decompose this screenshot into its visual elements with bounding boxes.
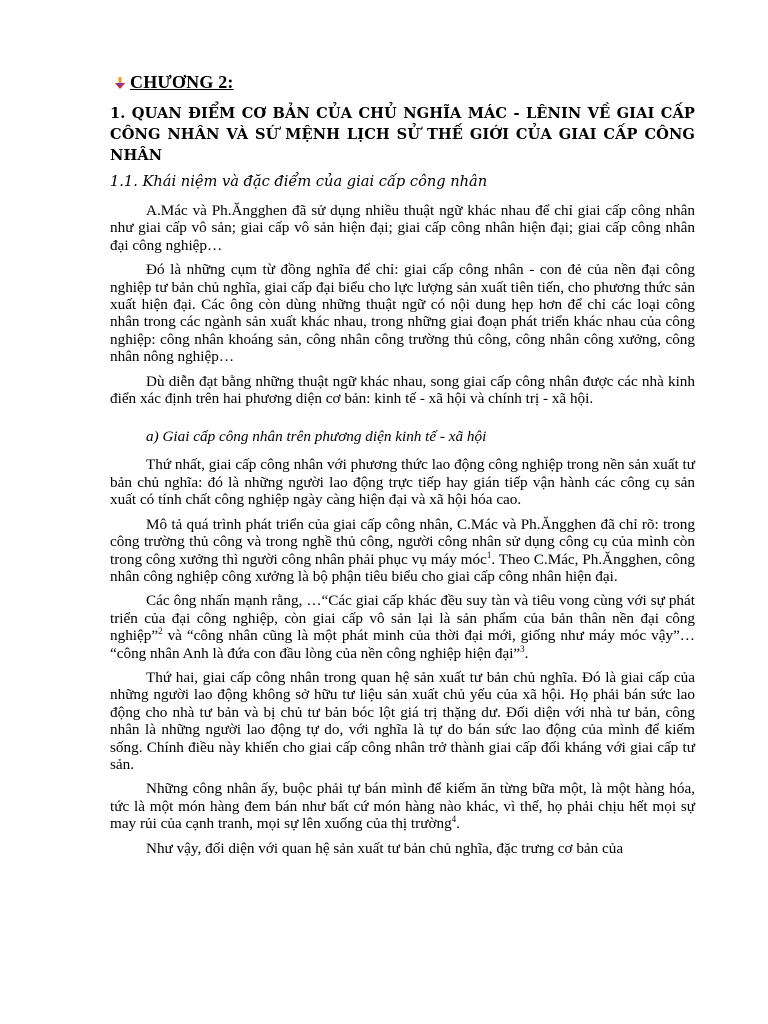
paragraph-8-text-b: . (456, 815, 460, 833)
subsection-title: 1.1. Khái niệm và đặc điểm của giai cấp công nhân (110, 173, 488, 190)
paragraph-6-text-b: và “công nhân cũng là một phát minh của thời đại mới, giống như máy móc vậy”… “công nhân Anh là đứa con đầu lòng của nền công nghiệp hiện đại” (110, 627, 695, 662)
paragraph-7: Thứ hai, giai cấp công nhân trong quan hệ sản xuất tư bản chủ nghĩa. Đó là giai cấp của những người lao động không sở hữu tư liệu sản xuất chủ yếu của xã hội. Họ phải bán sức lao động cho nhà tư bản và bị chủ tư bản bóc lột giá trị thặng dư. Đối diện với nhà tư bản, công nhân là những người lao động tự do, với nghĩa là tự do bán sức lao động của mình để kiếm sống. Chính điều này khiến cho giai cấp công nhân trở thành giai cấp đối kháng với giai cấp tư sản. (110, 668, 695, 773)
footnote-ref-1[interactable]: 1 (486, 549, 492, 560)
document-page (110, 72, 695, 864)
paragraph-4: Thứ nhất, giai cấp công nhân với phương thức lao động công nghiệp trong nền sản xuất tư bản chủ nghĩa: đó là những người lao động trực tiếp hay gián tiếp vận hành các công cụ sản xuất có tính chất công nghiệp ngày càng hiện đại và xã hội hóa cao. (110, 456, 695, 509)
paragraph-6-text-a: Các ông nhấn mạnh rằng, …“Các giai cấp khác đều suy tàn và tiêu vong cùng với sự phát triển của đại công nghiệp, còn giai cấp vô sản lại là sản phẩm của bản thân nền đại công nghiệp” (110, 592, 695, 645)
arrow-down-bullet-icon (112, 75, 128, 91)
paragraph-2: Đó là những cụm từ đồng nghĩa để chỉ: giai cấp công nhân - con đẻ của nền đại công nghiệp tư bản chủ nghĩa, giai cấp đại biểu cho lực lượng sản xuất tiên tiến, cho phương thức sản xuất hiện đại. Các ông còn dùng những thuật ngữ có nội dung hẹp hơn để chỉ các loại công nhân trong các ngành sản xuất khác nhau, trong những giai đoạn phát triển khác nhau của công nghiệp: công nhân khoáng sản, công nhân công trường thủ công, công nhân công xưởng, công nhân nông nghiệp… (110, 261, 695, 366)
footnote-ref-3[interactable]: 3 (520, 643, 525, 654)
paragraph-5-text-a: Mô tả quá trình phát triển của giai cấp công nhân, C.Mác và Ph.Ăngghen đã chỉ rõ: trong công trường thủ công và trong nghề thủ công, người công nhân sử dụng công cụ của mình còn trong công xưởng thì người công nhân phải phục vụ máy móc (110, 515, 695, 568)
section-title: 1. QUAN ĐIỂM CƠ BẢN CỦA CHỦ NGHĨA MÁC - LÊNIN VỀ GIAI CẤP CÔNG NHÂN VÀ SỨ MỆNH LỊCH SỬ THẾ GIỚI CỦA GIAI CẤP CÔNG NHÂN (110, 105, 695, 164)
footnote-ref-4[interactable]: 4 (451, 814, 457, 825)
paragraph-8 (110, 780, 695, 832)
paragraph-9: Như vậy, đối diện với quan hệ sản xuất tư bản chủ nghĩa, đặc trưng cơ bản của (146, 839, 624, 857)
paragraph-6-text-c: . (524, 644, 529, 662)
paragraph-6 (110, 592, 695, 662)
heading-economic-social: a) Giai cấp công nhân trên phương diện kinh tế - xã hội (146, 428, 487, 446)
paragraph-5-text-b: . Theo C.Mác, Ph.Ăngghen, công nhân công nghiệp công xưởng là bộ phận tiêu biểu cho giai cấp công nhân hiện đại. (110, 550, 695, 585)
paragraph-5 (110, 516, 695, 586)
chapter-heading (112, 72, 695, 93)
footnote-ref-2[interactable]: 2 (158, 626, 163, 637)
chapter-title: CHƯƠNG 2: (130, 72, 234, 92)
spacer (110, 414, 695, 428)
paragraph-1: A.Mác và Ph.Ăngghen đã sử dụng nhiều thuật ngữ khác nhau để chỉ giai cấp công nhân như giai cấp vô sản; giai cấp vô sản hiện đại; giai cấp công nhân hiện đại; giai cấp công nhân đại công nghiệp… (110, 202, 695, 254)
paragraph-8-text-a: Những công nhân ấy, buộc phải tự bán mình để kiếm ăn từng bữa một, là một hàng hóa, tức là một món hàng đem bán như bất cứ món hàng nào khác, vì thế, họ phải chịu hết mọi sự may rủi của cạnh tranh, mọi sự lên xuống của thị trường (110, 780, 695, 833)
paragraph-3: Dù diễn đạt bằng những thuật ngữ khác nhau, song giai cấp công nhân được các nhà kinh điển xác định trên hai phương diện cơ bản: kinh tế - xã hội và chính trị - xã hội. (110, 372, 695, 408)
